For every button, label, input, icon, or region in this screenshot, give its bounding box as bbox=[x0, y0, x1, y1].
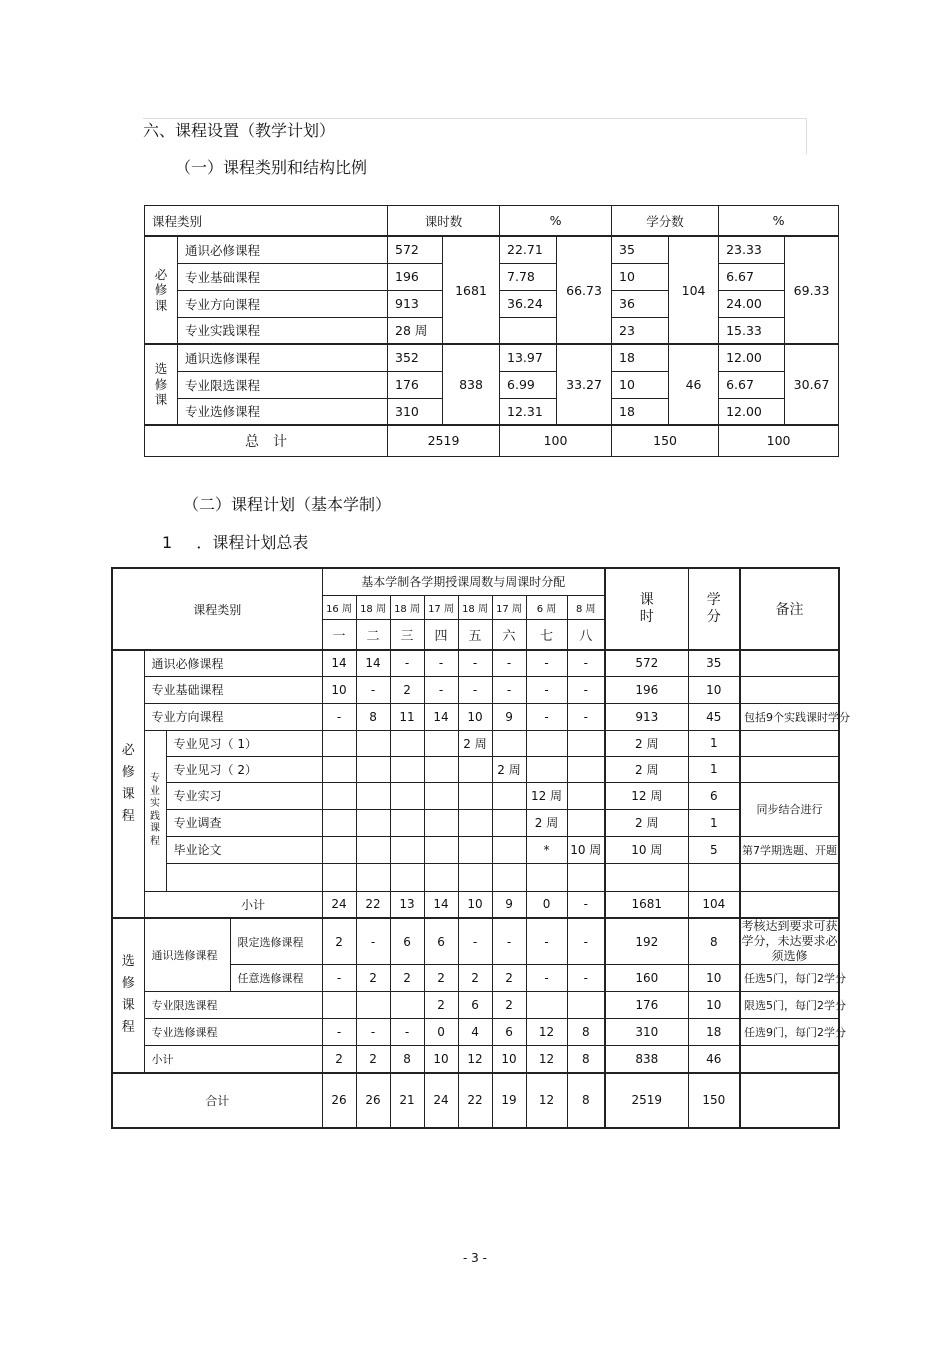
cell-sem bbox=[492, 809, 526, 836]
cell-sem: - bbox=[492, 918, 526, 965]
cell-credits: 18 bbox=[612, 398, 669, 425]
cell-pct bbox=[500, 317, 557, 344]
group-label-elective: 选修课程 bbox=[112, 918, 144, 1073]
group-label-practice: 专业实践课程 bbox=[144, 730, 166, 891]
week-count: 17 周 bbox=[424, 595, 458, 619]
cell-credits: 5 bbox=[688, 836, 740, 863]
cell-sem bbox=[458, 809, 492, 836]
cell-sem: 26 bbox=[356, 1073, 390, 1128]
cell-sem: 2 bbox=[356, 965, 390, 992]
cell-note: 限选5门，每门2学分 bbox=[740, 992, 839, 1019]
list-title: ．课程计划总表 bbox=[196, 533, 309, 552]
cell-sem: 8 bbox=[390, 1046, 424, 1073]
cell-sem bbox=[424, 782, 458, 809]
cell-hours: 310 bbox=[388, 398, 443, 425]
cell-sem bbox=[424, 730, 458, 756]
header-distribution: 基本学制各学期授课周数与周课时分配 bbox=[322, 568, 605, 595]
empty-cell bbox=[688, 863, 740, 891]
cell-sem bbox=[424, 836, 458, 863]
cell-sem bbox=[424, 809, 458, 836]
cell-sem: - bbox=[356, 676, 390, 703]
cell-note: 第7学期选题、开题 bbox=[740, 836, 839, 863]
cell-credit-pct: 15.33 bbox=[719, 317, 785, 344]
empty-cell bbox=[322, 863, 356, 891]
cell-hours: 10 周 bbox=[605, 836, 688, 863]
cell-sem bbox=[567, 809, 605, 836]
cell-note bbox=[740, 730, 839, 756]
cell-sem bbox=[492, 730, 526, 756]
semester-label: 五 bbox=[458, 619, 492, 650]
cell-sem: 2 周 bbox=[492, 756, 526, 782]
cell-sem bbox=[322, 730, 356, 756]
row-name: 专业见习（ 2） bbox=[166, 756, 322, 782]
cell-sem: 8 bbox=[567, 1073, 605, 1128]
empty-cell bbox=[605, 863, 688, 891]
cell-sem bbox=[356, 809, 390, 836]
row-name: 专业方向课程 bbox=[144, 703, 322, 730]
cell-note: 考核达到要求可获学分，未达要求必须选修 bbox=[741, 919, 838, 963]
cell-sem bbox=[458, 782, 492, 809]
semester-label: 八 bbox=[567, 619, 605, 650]
cell-credit-pct: 6.67 bbox=[719, 263, 785, 290]
grand-total-label: 合计 bbox=[112, 1073, 322, 1128]
cell-note bbox=[740, 650, 839, 676]
semester-label: 六 bbox=[492, 619, 526, 650]
cell-sem: 2 bbox=[458, 965, 492, 992]
subsection-title bbox=[162, 530, 308, 553]
cell-note bbox=[740, 756, 839, 782]
cell-sem: 12 bbox=[526, 1019, 567, 1046]
cell-sem: 24 bbox=[322, 891, 356, 918]
cell-sem bbox=[424, 756, 458, 782]
empty-cell bbox=[567, 863, 605, 891]
cell-sem: 21 bbox=[390, 1073, 424, 1128]
empty-cell bbox=[424, 863, 458, 891]
cell-sem: 10 bbox=[458, 703, 492, 730]
semester-label: 四 bbox=[424, 619, 458, 650]
cell-hours: 196 bbox=[388, 263, 443, 290]
cell-sem: 4 bbox=[458, 1019, 492, 1046]
row-name: 专业基础课程 bbox=[144, 676, 322, 703]
row-name: 专业选修课程 bbox=[144, 1019, 322, 1046]
week-count: 18 周 bbox=[458, 595, 492, 619]
cell-sem: 6 bbox=[390, 918, 424, 965]
cell-sem bbox=[356, 992, 390, 1019]
cell-sem: - bbox=[567, 703, 605, 730]
cell-credits: 10 bbox=[612, 263, 669, 290]
cell-credit-pct: 6.67 bbox=[719, 371, 785, 398]
cell-pct: 36.24 bbox=[500, 290, 557, 317]
cell-sem bbox=[567, 992, 605, 1019]
row-name: 专业实践课程 bbox=[178, 317, 388, 344]
cell-note: 任选9门，每门2学分 bbox=[740, 1019, 839, 1046]
cell-pct: 13.97 bbox=[500, 344, 557, 371]
empty-cell bbox=[740, 863, 839, 891]
course-plan-table bbox=[111, 567, 851, 1129]
cell-sem: - bbox=[458, 650, 492, 676]
cell-sem bbox=[458, 836, 492, 863]
cell-credits: 10 bbox=[688, 965, 740, 992]
cell-sem: 11 bbox=[390, 703, 424, 730]
cell-sem: 2 bbox=[322, 1046, 356, 1073]
subtotal-label: 小计 bbox=[144, 1046, 322, 1073]
cell-sem: - bbox=[492, 650, 526, 676]
cell-sem: - bbox=[322, 965, 356, 992]
cell-credits: 23 bbox=[612, 317, 669, 344]
cell-credits: 35 bbox=[688, 650, 740, 676]
course-structure-table bbox=[144, 205, 839, 457]
cell-sem: 2 周 bbox=[458, 730, 492, 756]
cell-sem: 10 bbox=[424, 1046, 458, 1073]
cell-hours: 2 周 bbox=[605, 730, 688, 756]
cell-sem bbox=[526, 730, 567, 756]
cell-note: 任选5门，每门2学分 bbox=[740, 965, 839, 992]
cell-sem: - bbox=[567, 918, 605, 965]
cell-sem: - bbox=[567, 676, 605, 703]
cell-sem bbox=[526, 756, 567, 782]
row-name: 专业方向课程 bbox=[178, 290, 388, 317]
section-title: 六、课程设置（教学计划） bbox=[143, 121, 336, 140]
group-label-required: 必修课程 bbox=[112, 650, 144, 918]
header-category: 课程类别 bbox=[145, 206, 388, 237]
cell-sem: 9 bbox=[492, 703, 526, 730]
cell-pct-total: 66.73 bbox=[557, 236, 612, 344]
cell-sem: 10 周 bbox=[567, 836, 605, 863]
cell-credits: 36 bbox=[612, 290, 669, 317]
row-name: 任意选修课程 bbox=[230, 965, 322, 992]
cell-sem: 14 bbox=[424, 891, 458, 918]
cell-credits: 18 bbox=[612, 344, 669, 371]
cell-sem bbox=[322, 809, 356, 836]
cell-sem: 12 bbox=[526, 1046, 567, 1073]
cell-sem: 14 bbox=[322, 650, 356, 676]
cell-sem bbox=[356, 836, 390, 863]
week-count: 8 周 bbox=[567, 595, 605, 619]
cell-sem bbox=[390, 782, 424, 809]
semester-label: 一 bbox=[322, 619, 356, 650]
week-count: 16 周 bbox=[322, 595, 356, 619]
divider bbox=[143, 118, 807, 119]
cell-sem: - bbox=[567, 650, 605, 676]
header-credits: 学分 bbox=[688, 568, 740, 650]
subsection-title: （二）课程计划（基本学制） bbox=[183, 495, 392, 514]
cell-hours: 176 bbox=[388, 371, 443, 398]
cell-sem bbox=[356, 782, 390, 809]
cell-credits: 35 bbox=[612, 236, 669, 263]
cell-sem: - bbox=[567, 965, 605, 992]
cell-note: 包括9个实践课时学分 bbox=[740, 703, 839, 730]
cell-sem bbox=[356, 730, 390, 756]
cell-credits: 10 bbox=[612, 371, 669, 398]
cell-credit-pct: 23.33 bbox=[719, 236, 785, 263]
cell-credits: 18 bbox=[688, 1019, 740, 1046]
cell-credit-pct: 12.00 bbox=[719, 344, 785, 371]
cell-sem: 12 bbox=[526, 1073, 567, 1128]
cell-sem bbox=[526, 992, 567, 1019]
empty-cell bbox=[356, 863, 390, 891]
cell-sem: - bbox=[424, 676, 458, 703]
cell-sem: - bbox=[424, 650, 458, 676]
empty-cell bbox=[390, 863, 424, 891]
cell-hours: 310 bbox=[605, 1019, 688, 1046]
cell-sem: 13 bbox=[390, 891, 424, 918]
subsection-title: （一）课程类别和结构比例 bbox=[175, 158, 368, 177]
row-name: 专业选修课程 bbox=[178, 398, 388, 425]
cell-sem: 22 bbox=[458, 1073, 492, 1128]
cell-sem bbox=[492, 836, 526, 863]
header-hours: 课时 bbox=[605, 568, 688, 650]
cell-credits: 6 bbox=[688, 782, 740, 809]
cell-sem: - bbox=[390, 650, 424, 676]
cell-sem: - bbox=[356, 918, 390, 965]
cell-sem: - bbox=[390, 1019, 424, 1046]
cell-sem: - bbox=[526, 918, 567, 965]
cell-credit-pct-total: 69.33 bbox=[785, 236, 839, 344]
cell-hours: 196 bbox=[605, 676, 688, 703]
cell-sem: 14 bbox=[356, 650, 390, 676]
header-credit-pct: % bbox=[719, 206, 839, 237]
cell-sem: 2 bbox=[492, 992, 526, 1019]
header-category: 课程类别 bbox=[112, 568, 322, 650]
cell-credits: 46 bbox=[688, 1046, 740, 1073]
cell-sem: 2 bbox=[390, 965, 424, 992]
cell-sem: 6 bbox=[458, 992, 492, 1019]
cell-hours: 2 周 bbox=[605, 756, 688, 782]
total-label: 总 计 bbox=[145, 425, 388, 456]
cell-sem: - bbox=[526, 650, 567, 676]
cell-sem: 2 bbox=[390, 676, 424, 703]
cell-hours: 352 bbox=[388, 344, 443, 371]
row-group-general-elective: 通识选修课程 bbox=[144, 918, 230, 992]
cell-hours: 913 bbox=[388, 290, 443, 317]
cell-sem: 8 bbox=[567, 1046, 605, 1073]
empty-cell bbox=[166, 863, 322, 891]
cell-credits: 1 bbox=[688, 730, 740, 756]
cell-hours: 1681 bbox=[605, 891, 688, 918]
week-count: 18 周 bbox=[356, 595, 390, 619]
header-hours: 课时数 bbox=[388, 206, 500, 237]
cell-sem: 6 bbox=[492, 1019, 526, 1046]
group-label-elective: 选修课 bbox=[145, 344, 178, 425]
header-credits: 学分数 bbox=[612, 206, 719, 237]
cell-sem: 2 bbox=[322, 918, 356, 965]
list-number: 1 bbox=[162, 533, 173, 552]
empty-cell bbox=[526, 863, 567, 891]
cell-sem: - bbox=[458, 676, 492, 703]
cell-sem bbox=[390, 730, 424, 756]
cell-sem: 12 周 bbox=[526, 782, 567, 809]
cell-hours-total: 1681 bbox=[443, 236, 500, 344]
cell-note bbox=[740, 1046, 839, 1073]
divider bbox=[806, 118, 807, 154]
cell-credit-pct: 12.00 bbox=[719, 398, 785, 425]
cell-sem: 14 bbox=[424, 703, 458, 730]
cell-credits: 8 bbox=[688, 918, 740, 965]
row-name: 通识必修课程 bbox=[178, 236, 388, 263]
row-name: 专业实习 bbox=[166, 782, 322, 809]
cell-sem bbox=[492, 782, 526, 809]
cell-sem: - bbox=[526, 965, 567, 992]
cell-sem bbox=[390, 756, 424, 782]
cell-credit-pct: 24.00 bbox=[719, 290, 785, 317]
cell-sem: 8 bbox=[567, 1019, 605, 1046]
cell-sem: - bbox=[526, 676, 567, 703]
semester-label: 三 bbox=[390, 619, 424, 650]
cell-sem: - bbox=[526, 703, 567, 730]
cell-hours: 572 bbox=[388, 236, 443, 263]
cell-sem: 2 bbox=[424, 992, 458, 1019]
cell-hours: 572 bbox=[605, 650, 688, 676]
cell-sem: - bbox=[356, 1019, 390, 1046]
cell-sem bbox=[567, 756, 605, 782]
cell-pct: 6.99 bbox=[500, 371, 557, 398]
cell-sem: 6 bbox=[424, 918, 458, 965]
cell-sem bbox=[322, 992, 356, 1019]
total-pct: 100 bbox=[500, 425, 612, 456]
cell-sem bbox=[390, 992, 424, 1019]
empty-cell bbox=[458, 863, 492, 891]
cell-sem: 2 bbox=[424, 965, 458, 992]
cell-sem: 12 bbox=[458, 1046, 492, 1073]
cell-credits: 10 bbox=[688, 676, 740, 703]
total-credits: 150 bbox=[612, 425, 719, 456]
cell-sem bbox=[390, 836, 424, 863]
empty-cell bbox=[492, 863, 526, 891]
cell-sem: * bbox=[526, 836, 567, 863]
cell-sem: - bbox=[322, 1019, 356, 1046]
cell-pct: 7.78 bbox=[500, 263, 557, 290]
cell-hours: 838 bbox=[605, 1046, 688, 1073]
cell-credits: 104 bbox=[688, 891, 740, 918]
cell-sem: 10 bbox=[322, 676, 356, 703]
cell-hours: 28 周 bbox=[388, 317, 443, 344]
cell-sem bbox=[567, 782, 605, 809]
semester-label: 二 bbox=[356, 619, 390, 650]
cell-credits: 45 bbox=[688, 703, 740, 730]
header-notes: 备注 bbox=[740, 568, 839, 650]
total-credit-pct: 100 bbox=[719, 425, 839, 456]
row-name: 限定选修课程 bbox=[230, 918, 322, 965]
cell-sem: 10 bbox=[458, 891, 492, 918]
cell-sem: 2 bbox=[492, 965, 526, 992]
cell-sem: - bbox=[492, 676, 526, 703]
cell-sem bbox=[322, 782, 356, 809]
cell-sem: 19 bbox=[492, 1073, 526, 1128]
cell-sem: 9 bbox=[492, 891, 526, 918]
cell-pct: 12.31 bbox=[500, 398, 557, 425]
cell-credits: 10 bbox=[688, 992, 740, 1019]
cell-sem: 0 bbox=[526, 891, 567, 918]
week-count: 6 周 bbox=[526, 595, 567, 619]
cell-hours: 176 bbox=[605, 992, 688, 1019]
cell-sem bbox=[356, 756, 390, 782]
group-label-required: 必修课 bbox=[145, 236, 178, 344]
cell-hours: 192 bbox=[605, 918, 688, 965]
total-hours: 2519 bbox=[388, 425, 500, 456]
cell-hours: 913 bbox=[605, 703, 688, 730]
cell-note bbox=[740, 676, 839, 703]
row-name: 专业限选课程 bbox=[144, 992, 322, 1019]
cell-sem: 10 bbox=[492, 1046, 526, 1073]
cell-note bbox=[740, 891, 839, 918]
week-count: 18 周 bbox=[390, 595, 424, 619]
cell-credits: 1 bbox=[688, 756, 740, 782]
cell-sem bbox=[458, 756, 492, 782]
cell-sem: - bbox=[458, 918, 492, 965]
cell-sem bbox=[390, 809, 424, 836]
cell-hours: 2 周 bbox=[605, 809, 688, 836]
row-name: 专业调查 bbox=[166, 809, 322, 836]
cell-hours-total: 838 bbox=[443, 344, 500, 425]
cell-sem: 0 bbox=[424, 1019, 458, 1046]
cell-pct-total: 33.27 bbox=[557, 344, 612, 425]
cell-sem: 22 bbox=[356, 891, 390, 918]
row-name: 通识选修课程 bbox=[178, 344, 388, 371]
week-count: 17 周 bbox=[492, 595, 526, 619]
semester-label: 七 bbox=[526, 619, 567, 650]
cell-credits: 1 bbox=[688, 809, 740, 836]
cell-sem: 2 周 bbox=[526, 809, 567, 836]
row-name: 毕业论文 bbox=[166, 836, 322, 863]
row-name: 专业基础课程 bbox=[178, 263, 388, 290]
subtotal-label: 小计 bbox=[144, 891, 322, 918]
cell-sem: - bbox=[567, 891, 605, 918]
row-name: 专业见习（ 1） bbox=[166, 730, 322, 756]
cell-sem bbox=[322, 756, 356, 782]
cell-sem bbox=[322, 836, 356, 863]
cell-credit-pct-total: 30.67 bbox=[785, 344, 839, 425]
cell-note-merged: 同步结合进行 bbox=[740, 782, 839, 836]
cell-sem bbox=[567, 730, 605, 756]
cell-sem: 8 bbox=[356, 703, 390, 730]
cell-credits: 150 bbox=[688, 1073, 740, 1128]
cell-credits-total: 46 bbox=[669, 344, 719, 425]
page-number: - 3 - bbox=[463, 1251, 487, 1265]
cell-sem: 24 bbox=[424, 1073, 458, 1128]
header-pct: % bbox=[500, 206, 612, 237]
cell-sem: 2 bbox=[356, 1046, 390, 1073]
row-name: 通识必修课程 bbox=[144, 650, 322, 676]
cell-hours: 160 bbox=[605, 965, 688, 992]
cell-sem: - bbox=[322, 703, 356, 730]
cell-hours: 2519 bbox=[605, 1073, 688, 1128]
cell-sem: 26 bbox=[322, 1073, 356, 1128]
cell-pct: 22.71 bbox=[500, 236, 557, 263]
row-name: 专业限选课程 bbox=[178, 371, 388, 398]
cell-hours: 12 周 bbox=[605, 782, 688, 809]
cell-credits-total: 104 bbox=[669, 236, 719, 344]
cell-note bbox=[740, 1073, 839, 1128]
